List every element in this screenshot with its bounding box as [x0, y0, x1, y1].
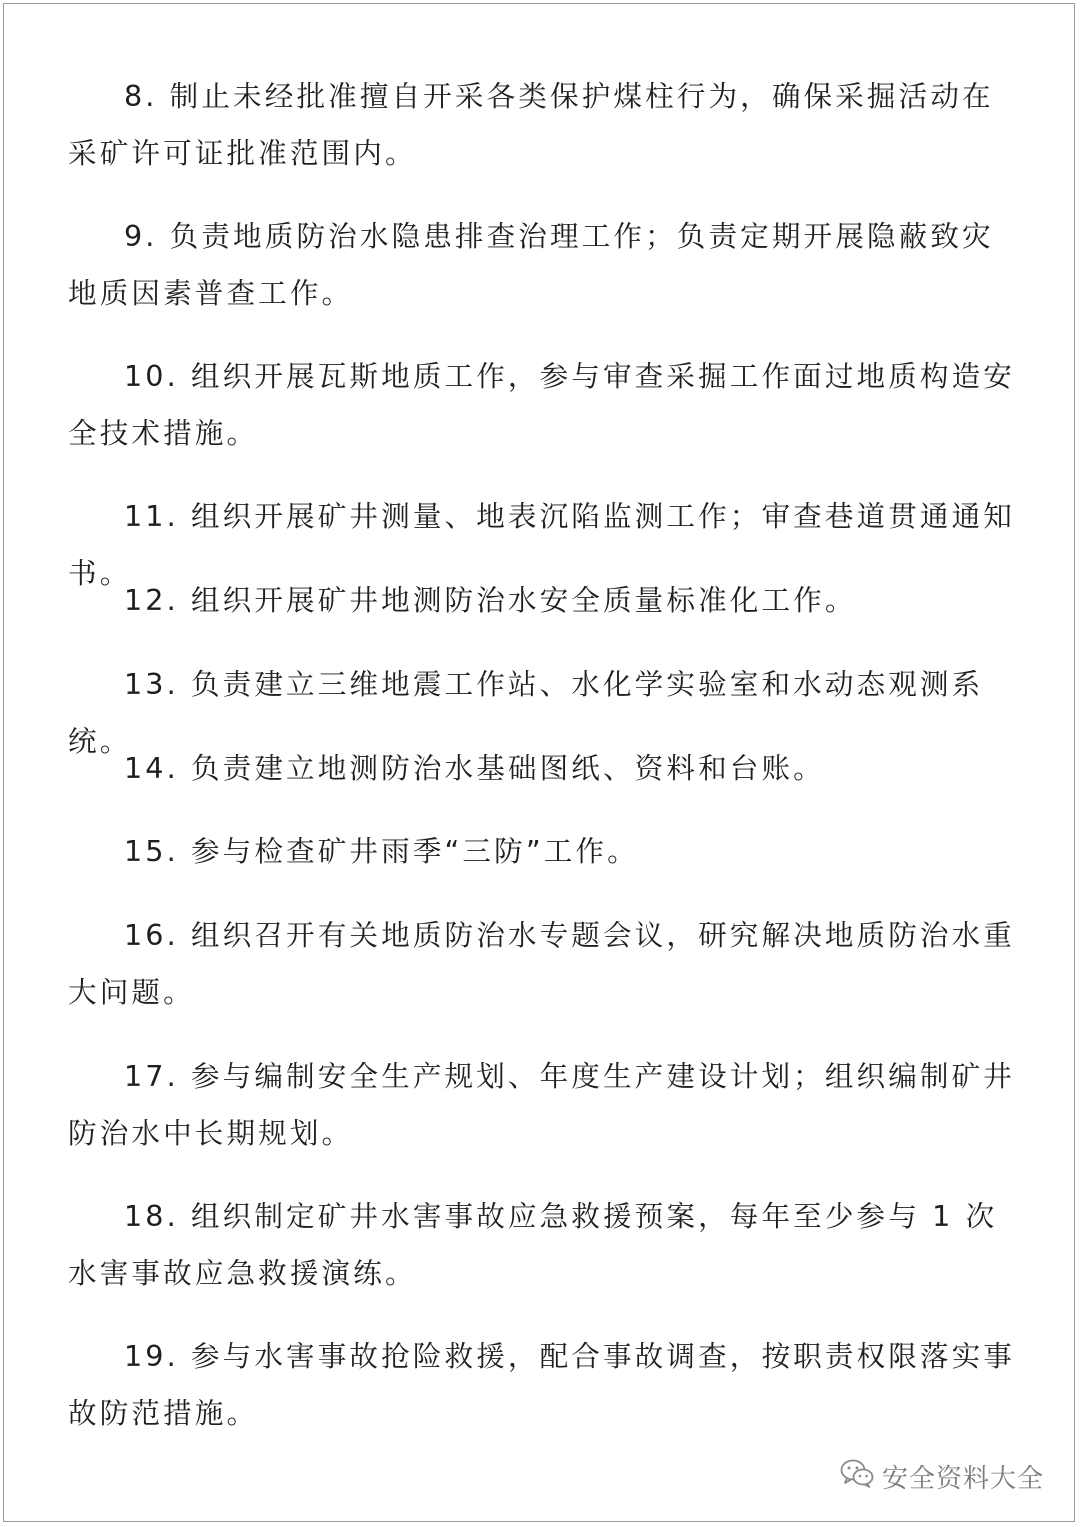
list-item-15: 15. 参与检查矿井雨季“三防”工作。: [124, 834, 639, 868]
list-item-8: 8. 制止未经批准擅自开采各类保护煤柱行为，确保采掘活动在采矿许可证批准范围内。: [68, 79, 994, 170]
list-item-9: 9. 负责地质防治水隐患排查治理工作；负责定期开展隐蔽致灾地质因素普查工作。: [68, 219, 994, 310]
watermark: [840, 1458, 1044, 1495]
list-item-18: 18. 组织制定矿井水害事故应急救援预案，每年至少参与 1 次水害事故应急救援演练。: [68, 1199, 998, 1290]
list-item-11: 11. 组织开展矿井测量、地表沉陷监测工作；审查巷道贯通通知书。: [68, 499, 1016, 590]
watermark-text: 安全资料大全: [881, 1464, 1044, 1494]
list-item-10: 10. 组织开展瓦斯地质工作，参与审查采掘工作面过地质构造安全技术措施。: [68, 359, 1016, 450]
list-item-14: 14. 负责建立地测防治水基础图纸、资料和台账。: [124, 751, 825, 785]
list-item-13: 13. 负责建立三维地震工作站、水化学实验室和水动态观测系统。: [68, 667, 984, 758]
wechat-icon: [840, 1458, 874, 1495]
list-item-16: 16. 组织召开有关地质防治水专题会议，研究解决地质防治水重大问题。: [68, 918, 1016, 1009]
list-item-19: 19. 参与水害事故抢险救援，配合事故调查，按职责权限落实事故防范措施。: [68, 1339, 1016, 1430]
list-item-12: 12. 组织开展矿井地测防治水安全质量标准化工作。: [124, 583, 857, 617]
list-item-17: 17. 参与编制安全生产规划、年度生产建设计划；组织编制矿井防治水中长期规划。: [68, 1059, 1016, 1150]
